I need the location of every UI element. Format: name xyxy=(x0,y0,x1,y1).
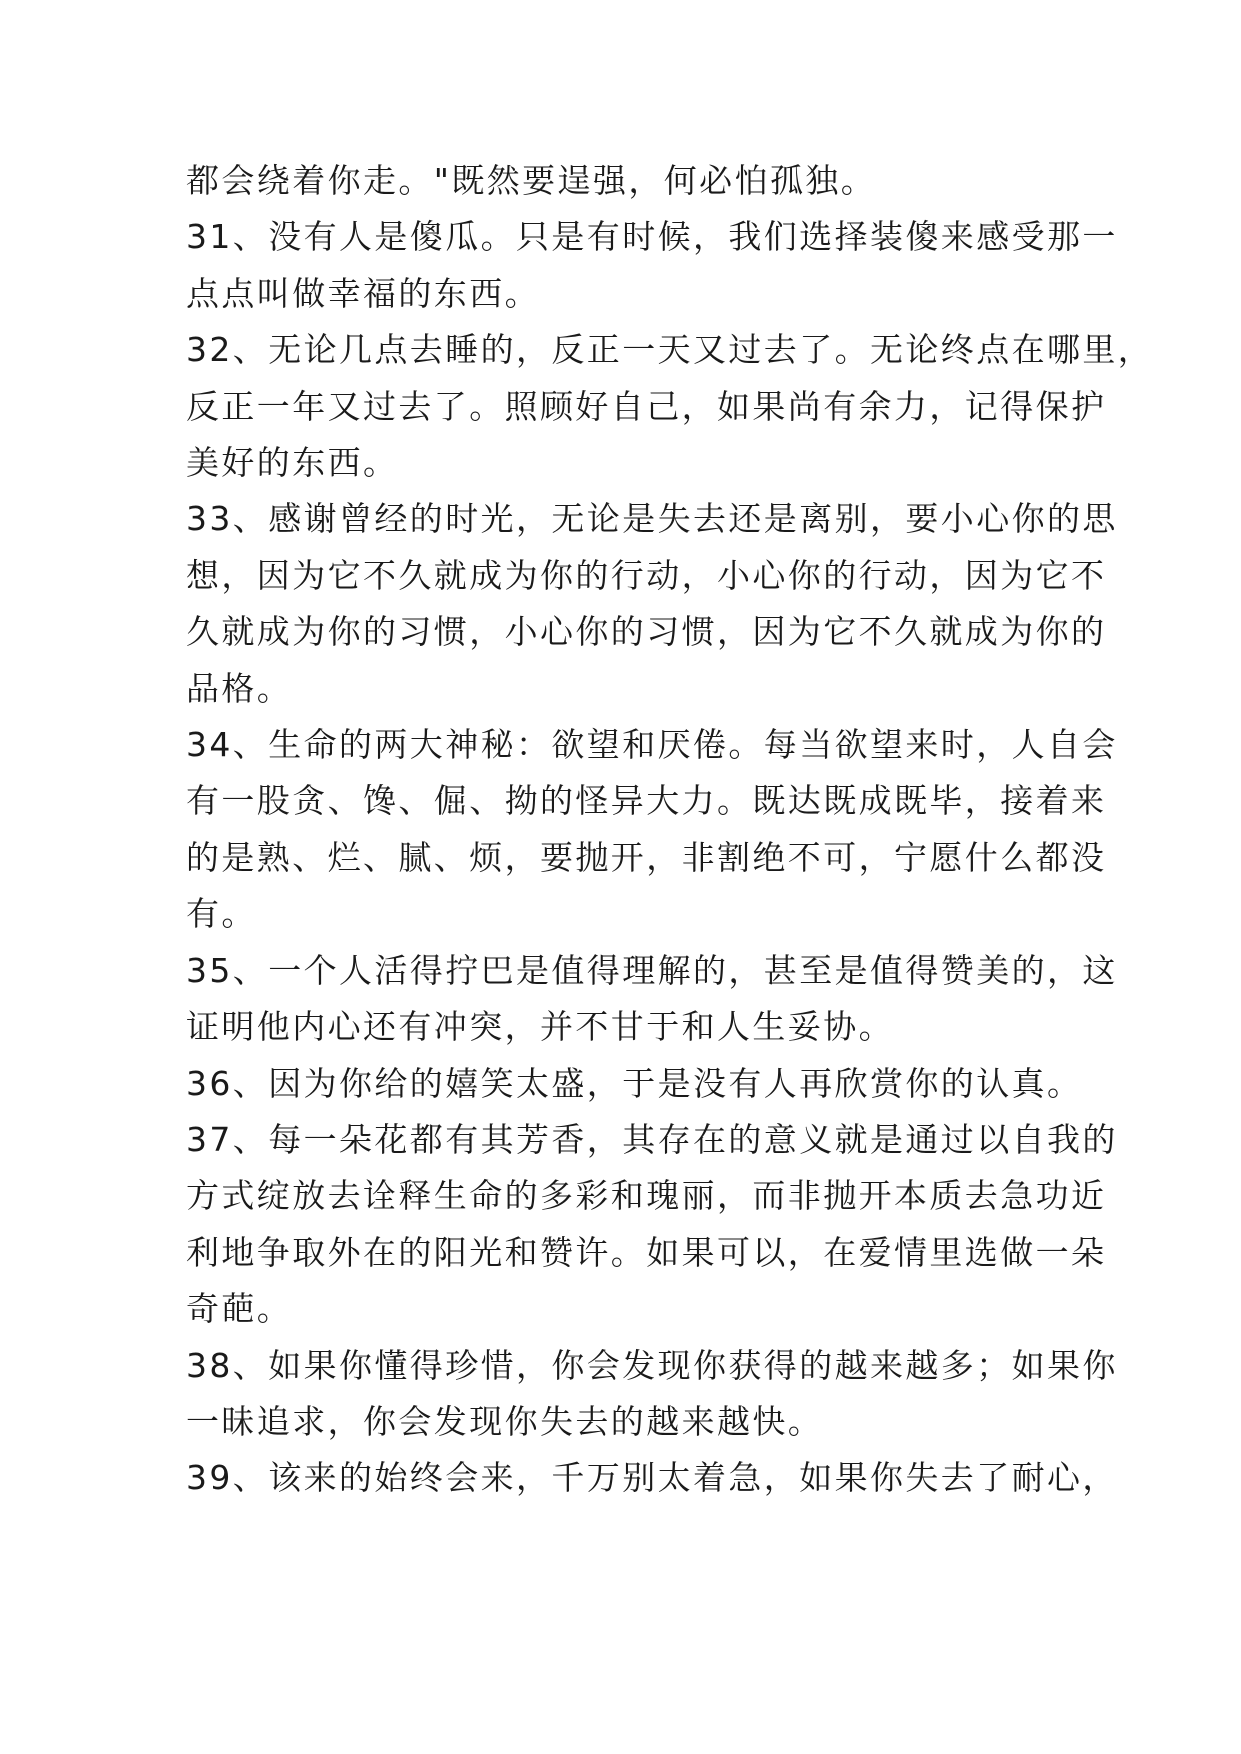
text-line: 久就成为你的习惯，小心你的习惯，因为它不久就成为你的 xyxy=(186,612,1107,652)
text-line: 35、一个人活得拧巴是值得理解的，甚至是值得赞美的，这 xyxy=(186,950,1118,990)
text-line: 33、感谢曾经的时光，无论是失去还是离别，要小心你的思 xyxy=(186,499,1118,539)
text-line: 一昧追求，你会发现你失去的越来越快。 xyxy=(186,1401,824,1441)
text-line: 点点叫做幸福的东西。 xyxy=(186,273,540,313)
text-line: 反正一年又过去了。照顾好自己，如果尚有余力，记得保护 xyxy=(186,386,1107,426)
text-line: 32、无论几点去睡的，反正一天又过去了。无论终点在哪里， xyxy=(186,330,1154,370)
text-line: 36、因为你给的嬉笑太盛，于是没有人再欣赏你的认真。 xyxy=(186,1063,1083,1103)
text-line: 有。 xyxy=(186,894,257,934)
text-line: 38、如果你懂得珍惜，你会发现你获得的越来越多；如果你 xyxy=(186,1345,1118,1385)
text-line: 品格。 xyxy=(186,668,293,708)
text-line: 37、每一朵花都有其芳香，其存在的意义就是通过以自我的 xyxy=(186,1119,1118,1159)
text-line: 奇葩。 xyxy=(186,1289,293,1329)
text-line: 美好的东西。 xyxy=(186,443,399,483)
text-line: 的是熟、烂、腻、烦，要抛开，非割绝不可，宁愿什么都没 xyxy=(186,837,1107,877)
text-line: 证明他内心还有冲突，并不甘于和人生妥协。 xyxy=(186,1007,894,1047)
text-line: 都会绕着你走。"既然要逞强，何必怕孤独。 xyxy=(186,161,877,200)
text-line: 34、生命的两大神秘：欲望和厌倦。每当欲望来时，人自会 xyxy=(186,725,1118,765)
text-line: 有一股贪、馋、倔、拗的怪异大力。既达既成既毕，接着来 xyxy=(186,781,1107,821)
text-line: 方式绽放去诠释生命的多彩和瑰丽，而非抛开本质去急功近 xyxy=(186,1176,1107,1216)
text-line: 利地争取外在的阳光和赞许。如果可以，在爱情里选做一朵 xyxy=(186,1232,1107,1272)
text-line: 39、该来的始终会来，千万别太着急，如果你失去了耐心， xyxy=(186,1458,1118,1498)
text-line: 想，因为它不久就成为你的行动，小心你的行动，因为它不 xyxy=(186,555,1107,595)
document-body xyxy=(186,153,1154,1507)
text-line: 31、没有人是傻瓜。只是有时候，我们选择装傻来感受那一 xyxy=(186,217,1118,257)
